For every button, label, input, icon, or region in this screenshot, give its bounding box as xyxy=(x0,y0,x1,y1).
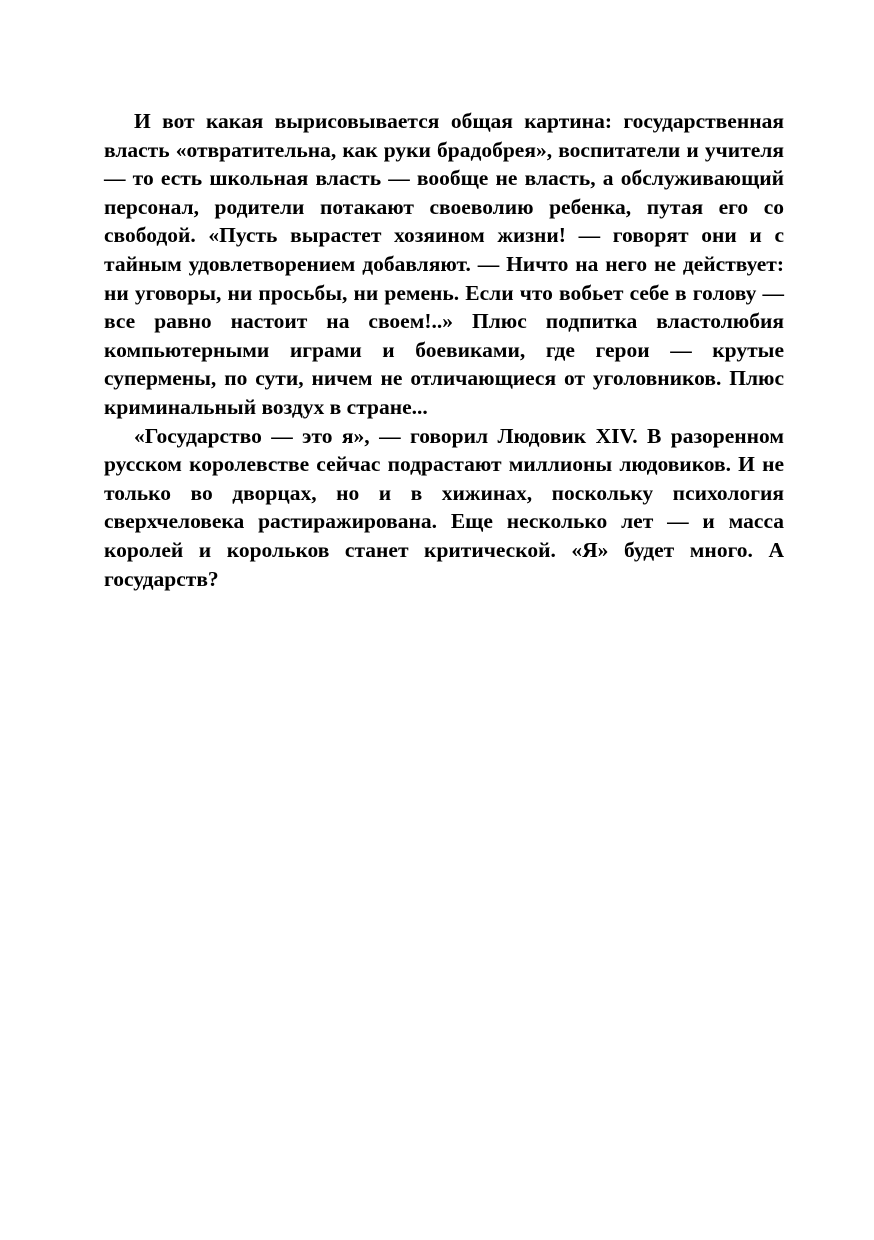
paragraph-2: «Государство — это я», — говорил Людовик XIV. В разоренном русском королевстве сейчас подрастают миллионы людовиков. И не только во дворцах, но и в хижинах, поскольку психология сверхчеловека растиражирована. Еще несколько лет — и масса королей и корольков станет критической. «Я» будет много. А государств? xyxy=(104,423,784,591)
body-text xyxy=(104,107,784,593)
paragraph-1: И вот какая вырисовывается общая картина: государственная власть «отвратительна, как руки брадобрея», воспитатели и учителя — то есть школьная власть — вообще не власть, а обслуживающий персонал, родители потакают своеволию ребенка, путая его со свободой. «Пусть вырастет хозяином жизни! — говорят они и с тайным удовлетворением добавляют. — Ничто на него не действует: ни уговоры, ни просьбы, ни ремень. Если что вобьет себе в голову — все равно настоит на своем!..» Плюс подпитка властолюбия компьютерными играми и боевиками, где герои — крутые супермены, по сути, ничем не отличающиеся от уголовников. Плюс криминальный воздух в стране... xyxy=(104,109,784,419)
